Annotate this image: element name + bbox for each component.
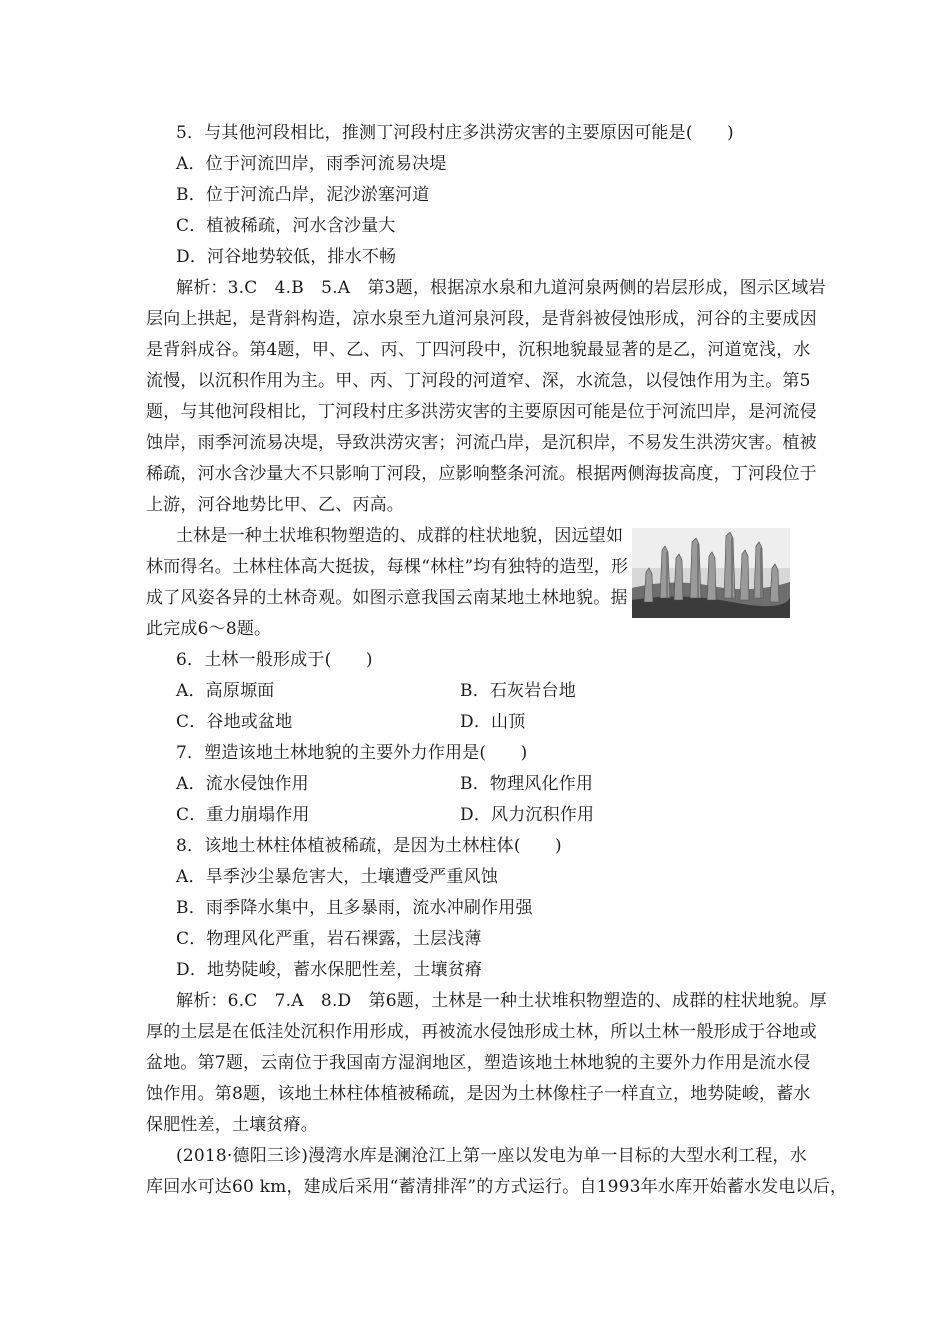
q5-option-a: A．位于河流凹岸，雨季河流易决堤 bbox=[176, 154, 447, 174]
analysis1-line: 流慢，以沉积作用为主。甲、丙、丁河段的河道窄、深，水流急，以侵蚀作用为主。第5 bbox=[146, 371, 811, 391]
analysis1-line: 题，与其他河段相比，丁河段村庄多洪涝灾害的主要原因可能是位于河流凹岸，是河流侵 bbox=[146, 402, 817, 422]
stone-forest-photo bbox=[632, 528, 790, 618]
final-paragraph-line: 库回水可达60 km，建成后采用“蓄清排浑”的方式运行。自1993年水库开始蓄水发电以后， bbox=[146, 1177, 848, 1197]
analysis1-line: 层向上拱起，是背斜构造，凉水泉至九道河泉河段，是背斜被侵蚀形成，河谷的主要成因 bbox=[146, 309, 817, 329]
q8-option-c: C．物理风化严重，岩石裸露，土层浅薄 bbox=[176, 929, 482, 949]
q6-option-c: C．谷地或盆地 bbox=[176, 712, 293, 732]
q5-stem: 5．与其他河段相比，推测丁河段村庄多洪涝灾害的主要原因可能是( ) bbox=[176, 123, 734, 143]
intro-line: 成了风姿各异的土林奇观。如图示意我国云南某地土林地貌。据 bbox=[146, 588, 628, 608]
final-paragraph-line: (2018·德阳三诊)漫湾水库是澜沧江上第一座以发电为单一目标的大型水利工程，水 bbox=[176, 1146, 807, 1166]
analysis1-line: 解析：3.C 4.B 5.A 第3题，根据凉水泉和九道河泉两侧的岩层形成，图示区域岩 bbox=[176, 278, 826, 298]
q6-stem: 6．土林一般形成于( ) bbox=[176, 650, 373, 670]
q5-option-c: C．植被稀疏，河水含沙量大 bbox=[176, 216, 396, 236]
q7-option-a: A．流水侵蚀作用 bbox=[176, 774, 309, 794]
q6-option-d: D．山顶 bbox=[460, 712, 526, 732]
analysis1-line: 上游，河谷地势比甲、乙、丙高。 bbox=[146, 495, 404, 515]
intro-line: 土林是一种土状堆积物塑造的、成群的柱状地貌，因远望如 bbox=[176, 526, 624, 546]
q6-option-a: A．高原塬面 bbox=[176, 681, 275, 701]
analysis2-line: 解析：6.C 7.A 8.D 第6题，土林是一种土状堆积物塑造的、成群的柱状地貌。厚 bbox=[176, 991, 827, 1011]
analysis2-line: 厚的土层是在低洼处沉积作用形成，再被流水侵蚀形成土林，所以土林一般形成于谷地或 bbox=[146, 1022, 817, 1042]
q6-option-b: B．石灰岩台地 bbox=[460, 681, 576, 701]
analysis2-line: 盆地。第7题，云南位于我国南方湿润地区，塑造该地土林地貌的主要外力作用是流水侵 bbox=[146, 1053, 811, 1073]
q8-option-d: D．地势陡峻，蓄水保肥性差，土壤贫瘠 bbox=[176, 960, 483, 980]
analysis2-line: 保肥性差，土壤贫瘠。 bbox=[146, 1115, 318, 1135]
q7-option-c: C．重力崩塌作用 bbox=[176, 805, 310, 825]
q7-stem: 7．塑造该地土林地貌的主要外力作用是( ) bbox=[176, 743, 528, 763]
q8-stem: 8．该地土林柱体植被稀疏，是因为土林柱体( ) bbox=[176, 836, 562, 856]
q5-option-b: B．位于河流凸岸，泥沙淤塞河道 bbox=[176, 185, 430, 205]
q8-option-a: A．旱季沙尘暴危害大，土壤遭受严重风蚀 bbox=[176, 867, 499, 887]
intro-line: 此完成6～8题。 bbox=[146, 619, 272, 639]
analysis1-line: 蚀岸，雨季河流易决堤，导致洪涝灾害；河流凸岸，是沉积岸，不易发生洪涝灾害。植被 bbox=[146, 433, 817, 453]
q5-option-d: D．河谷地势较低，排水不畅 bbox=[176, 247, 397, 267]
intro-line: 林而得名。土林柱体高大挺拔，每棵“林柱”均有独特的造型，形 bbox=[146, 557, 629, 577]
q8-option-b: B．雨季降水集中，且多暴雨，流水冲刷作用强 bbox=[176, 898, 533, 918]
q7-option-d: D．风力沉积作用 bbox=[460, 805, 595, 825]
q7-option-b: B．物理风化作用 bbox=[460, 774, 594, 794]
analysis1-line: 是背斜成谷。第4题，甲、乙、丙、丁四河段中，沉积地貌最显著的是乙，河道宽浅，水 bbox=[146, 340, 811, 360]
analysis2-line: 蚀作用。第8题，该地土林柱体植被稀疏，是因为土林像柱子一样直立，地势陡峻，蓄水 bbox=[146, 1084, 811, 1104]
analysis1-line: 稀疏，河水含沙量大不只影响丁河段，应影响整条河流。根据两侧海拔高度，丁河段位于 bbox=[146, 464, 817, 484]
